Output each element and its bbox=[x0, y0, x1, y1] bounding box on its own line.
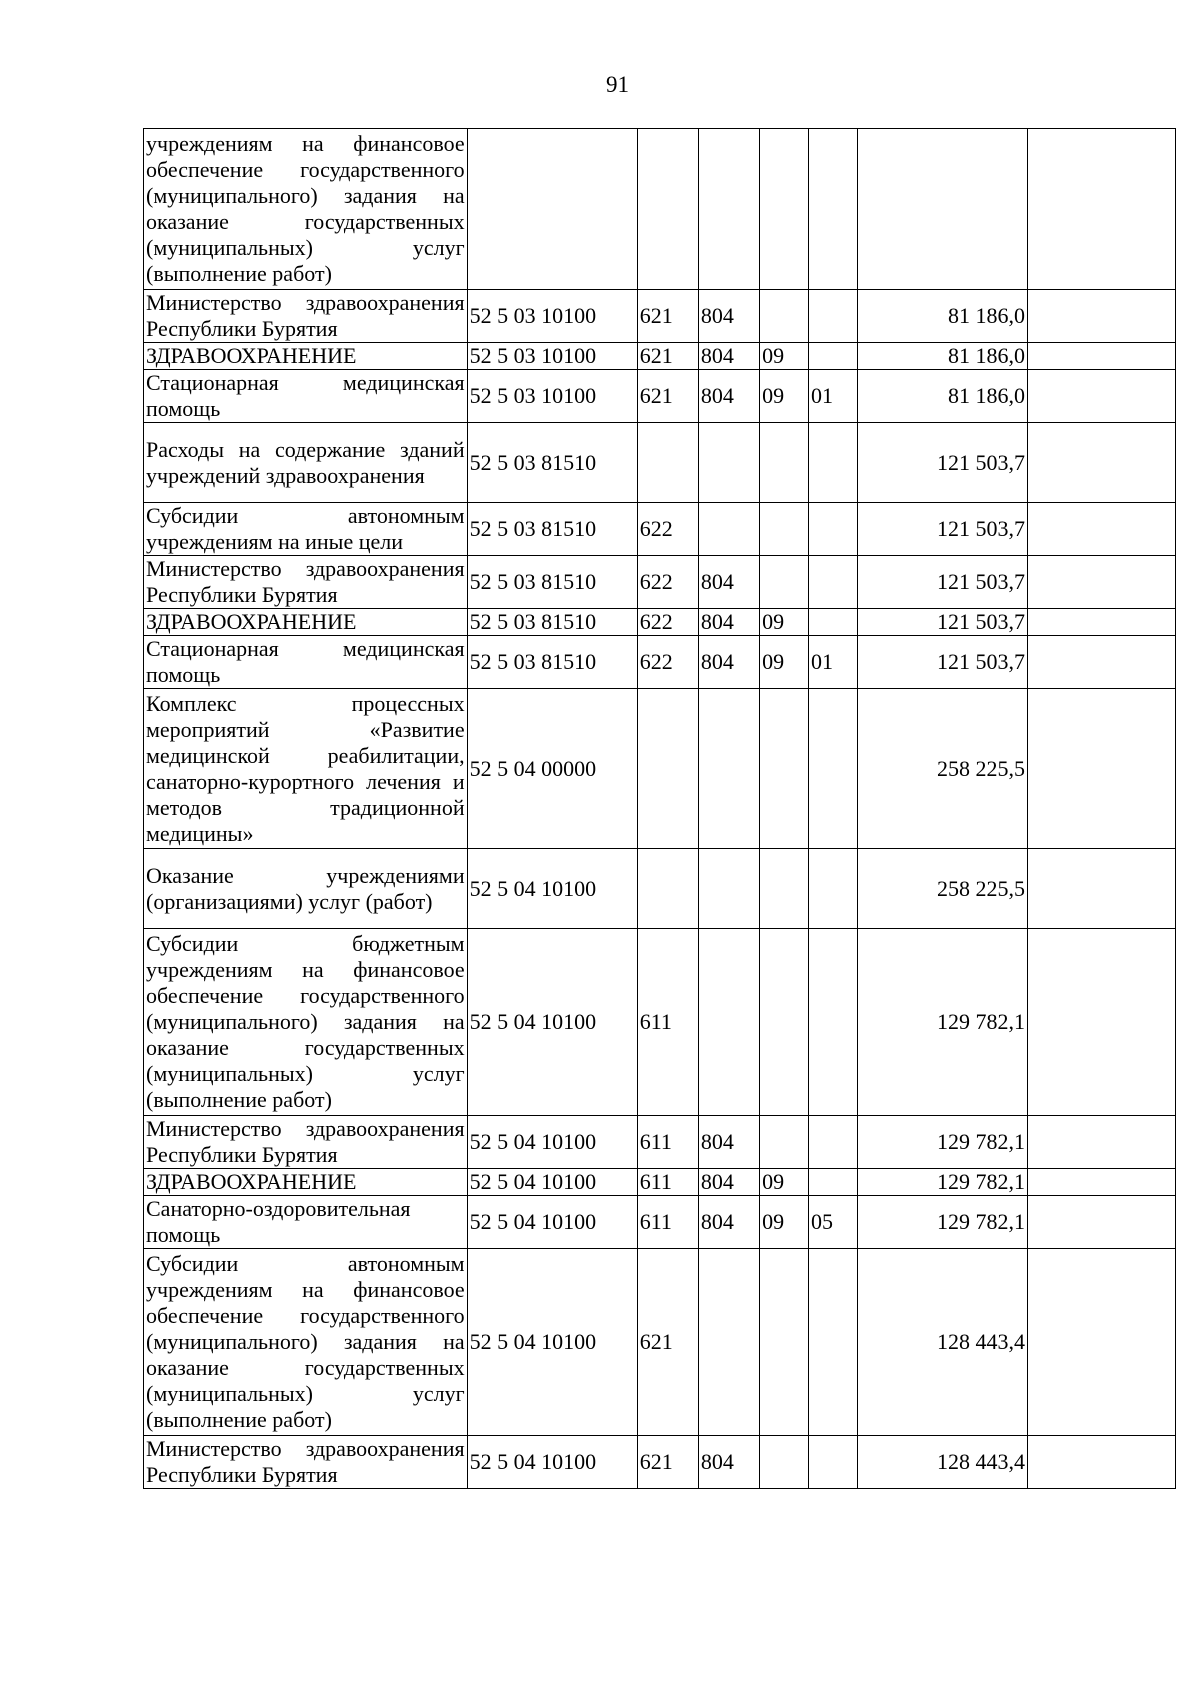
row-extra bbox=[1028, 423, 1176, 503]
row-code: 52 5 04 10100 bbox=[467, 1249, 637, 1436]
row-grbs bbox=[698, 929, 759, 1116]
row-pr: 05 bbox=[808, 1196, 857, 1249]
row-code: 52 5 04 10100 bbox=[467, 1169, 637, 1196]
row-name: Министерство здравоохранения Республики Бурятия bbox=[144, 290, 468, 343]
row-rz: 09 bbox=[760, 343, 809, 370]
row-pr bbox=[808, 609, 857, 636]
table-row bbox=[144, 609, 1176, 636]
row-code: 52 5 04 10100 bbox=[467, 1436, 637, 1489]
row-grbs bbox=[698, 1249, 759, 1436]
table-row bbox=[144, 1169, 1176, 1196]
row-code: 52 5 03 81510 bbox=[467, 636, 637, 689]
row-rz: 09 bbox=[760, 636, 809, 689]
row-vr bbox=[637, 689, 698, 849]
row-pr bbox=[808, 556, 857, 609]
row-vr: 611 bbox=[637, 1116, 698, 1169]
row-vr: 611 bbox=[637, 929, 698, 1116]
row-grbs bbox=[698, 423, 759, 503]
row-code: 52 5 04 10100 bbox=[467, 1116, 637, 1169]
row-grbs: 804 bbox=[698, 370, 759, 423]
row-code: 52 5 03 81510 bbox=[467, 609, 637, 636]
row-code: 52 5 04 10100 bbox=[467, 849, 637, 929]
row-vr: 622 bbox=[637, 609, 698, 636]
row-vr bbox=[637, 129, 698, 290]
row-pr bbox=[808, 929, 857, 1116]
row-pr: 01 bbox=[808, 370, 857, 423]
row-name: ЗДРАВООХРАНЕНИЕ bbox=[144, 609, 468, 636]
row-grbs bbox=[698, 849, 759, 929]
table-row bbox=[144, 1436, 1176, 1489]
row-amount: 128 443,4 bbox=[857, 1249, 1027, 1436]
row-amount: 81 186,0 bbox=[857, 370, 1027, 423]
row-name: Министерство здравоохранения Республики Бурятия bbox=[144, 1436, 468, 1489]
row-extra bbox=[1028, 343, 1176, 370]
row-rz bbox=[760, 129, 809, 290]
row-vr: 621 bbox=[637, 343, 698, 370]
row-vr: 622 bbox=[637, 556, 698, 609]
row-vr: 611 bbox=[637, 1196, 698, 1249]
row-name: Оказание учреждениями (организациями) услуг (работ) bbox=[144, 849, 468, 929]
row-name: учреждениям на финансовое обеспечение государственного (муниципального) задания на оказание государственных (муниципальных) услуг (выполнение работ) bbox=[144, 129, 468, 290]
row-extra bbox=[1028, 1116, 1176, 1169]
row-extra bbox=[1028, 849, 1176, 929]
budget-table bbox=[143, 128, 1176, 1489]
row-vr: 621 bbox=[637, 1249, 698, 1436]
row-vr bbox=[637, 423, 698, 503]
row-code: 52 5 04 10100 bbox=[467, 1196, 637, 1249]
row-vr: 621 bbox=[637, 370, 698, 423]
table-row bbox=[144, 636, 1176, 689]
row-rz bbox=[760, 1436, 809, 1489]
row-name: Министерство здравоохранения Республики Бурятия bbox=[144, 1116, 468, 1169]
row-pr bbox=[808, 503, 857, 556]
row-amount: 121 503,7 bbox=[857, 609, 1027, 636]
row-amount: 258 225,5 bbox=[857, 689, 1027, 849]
row-vr: 621 bbox=[637, 290, 698, 343]
table-row bbox=[144, 1249, 1176, 1436]
row-pr bbox=[808, 290, 857, 343]
row-grbs bbox=[698, 129, 759, 290]
row-vr: 621 bbox=[637, 1436, 698, 1489]
row-extra bbox=[1028, 1436, 1176, 1489]
row-grbs bbox=[698, 689, 759, 849]
budget-table-body bbox=[144, 129, 1176, 1489]
row-name: Расходы на содержание зданий учреждений здравоохранения bbox=[144, 423, 468, 503]
row-extra bbox=[1028, 129, 1176, 290]
page-number: 91 bbox=[606, 72, 629, 97]
row-amount: 129 782,1 bbox=[857, 1116, 1027, 1169]
table-row bbox=[144, 503, 1176, 556]
table-row bbox=[144, 556, 1176, 609]
row-name: Стационарная медицинская помощь bbox=[144, 370, 468, 423]
row-name: Министерство здравоохранения Республики Бурятия bbox=[144, 556, 468, 609]
row-pr bbox=[808, 849, 857, 929]
row-grbs bbox=[698, 503, 759, 556]
row-amount: 121 503,7 bbox=[857, 556, 1027, 609]
table-row bbox=[144, 423, 1176, 503]
row-extra bbox=[1028, 1169, 1176, 1196]
row-name: Субсидии автономным учреждениям на иные цели bbox=[144, 503, 468, 556]
row-vr: 622 bbox=[637, 503, 698, 556]
row-amount: 129 782,1 bbox=[857, 1196, 1027, 1249]
row-pr bbox=[808, 423, 857, 503]
row-pr bbox=[808, 1436, 857, 1489]
table-row bbox=[144, 849, 1176, 929]
table-row bbox=[144, 290, 1176, 343]
row-amount bbox=[857, 129, 1027, 290]
row-pr: 01 bbox=[808, 636, 857, 689]
row-code: 52 5 03 81510 bbox=[467, 423, 637, 503]
row-rz bbox=[760, 556, 809, 609]
row-grbs: 804 bbox=[698, 1436, 759, 1489]
row-code: 52 5 03 81510 bbox=[467, 503, 637, 556]
table-row bbox=[144, 689, 1176, 849]
row-extra bbox=[1028, 290, 1176, 343]
row-rz: 09 bbox=[760, 609, 809, 636]
row-code: 52 5 03 81510 bbox=[467, 556, 637, 609]
table-row bbox=[144, 1196, 1176, 1249]
row-amount: 129 782,1 bbox=[857, 929, 1027, 1116]
row-code: 52 5 03 10100 bbox=[467, 370, 637, 423]
row-pr bbox=[808, 129, 857, 290]
row-extra bbox=[1028, 1196, 1176, 1249]
row-extra bbox=[1028, 1249, 1176, 1436]
row-rz bbox=[760, 849, 809, 929]
row-grbs: 804 bbox=[698, 343, 759, 370]
row-grbs: 804 bbox=[698, 609, 759, 636]
row-pr bbox=[808, 343, 857, 370]
row-vr: 622 bbox=[637, 636, 698, 689]
row-rz: 09 bbox=[760, 1196, 809, 1249]
row-rz bbox=[760, 929, 809, 1116]
table-row bbox=[144, 343, 1176, 370]
row-amount: 121 503,7 bbox=[857, 423, 1027, 503]
row-amount: 121 503,7 bbox=[857, 503, 1027, 556]
row-code bbox=[467, 129, 637, 290]
row-amount: 128 443,4 bbox=[857, 1436, 1027, 1489]
row-amount: 129 782,1 bbox=[857, 1169, 1027, 1196]
row-pr bbox=[808, 1116, 857, 1169]
row-rz bbox=[760, 290, 809, 343]
row-name: Субсидии автономным учреждениям на финансовое обеспечение государственного (муниципального) задания на оказание государственных (муниципальных) услуг (выполнение работ) bbox=[144, 1249, 468, 1436]
row-grbs: 804 bbox=[698, 636, 759, 689]
row-grbs: 804 bbox=[698, 1169, 759, 1196]
row-name: Стационарная медицинская помощь bbox=[144, 636, 468, 689]
row-extra bbox=[1028, 689, 1176, 849]
row-grbs: 804 bbox=[698, 1196, 759, 1249]
row-code: 52 5 04 10100 bbox=[467, 929, 637, 1116]
row-amount: 81 186,0 bbox=[857, 343, 1027, 370]
row-rz bbox=[760, 1249, 809, 1436]
row-extra bbox=[1028, 556, 1176, 609]
row-extra bbox=[1028, 636, 1176, 689]
row-rz: 09 bbox=[760, 1169, 809, 1196]
row-vr bbox=[637, 849, 698, 929]
row-pr bbox=[808, 1249, 857, 1436]
table-row bbox=[144, 129, 1176, 290]
row-rz bbox=[760, 503, 809, 556]
row-amount: 258 225,5 bbox=[857, 849, 1027, 929]
row-vr: 611 bbox=[637, 1169, 698, 1196]
row-rz bbox=[760, 423, 809, 503]
row-extra bbox=[1028, 609, 1176, 636]
row-pr bbox=[808, 1169, 857, 1196]
row-code: 52 5 03 10100 bbox=[467, 290, 637, 343]
row-name: Санаторно-оздоровительная помощь bbox=[144, 1196, 468, 1249]
row-extra bbox=[1028, 503, 1176, 556]
table-row bbox=[144, 929, 1176, 1116]
row-amount: 121 503,7 bbox=[857, 636, 1027, 689]
row-rz: 09 bbox=[760, 370, 809, 423]
row-rz bbox=[760, 1116, 809, 1169]
row-name: ЗДРАВООХРАНЕНИЕ bbox=[144, 343, 468, 370]
table-row bbox=[144, 370, 1176, 423]
row-name: Субсидии бюджетным учреждениям на финансовое обеспечение государственного (муниципального) задания на оказание государственных (муниципальных) услуг (выполнение работ) bbox=[144, 929, 468, 1116]
row-rz bbox=[760, 689, 809, 849]
row-extra bbox=[1028, 370, 1176, 423]
row-pr bbox=[808, 689, 857, 849]
row-extra bbox=[1028, 929, 1176, 1116]
row-grbs: 804 bbox=[698, 1116, 759, 1169]
row-code: 52 5 03 10100 bbox=[467, 343, 637, 370]
row-name: Комплекс процессных мероприятий «Развитие медицинской реабилитации, санаторно-курортного лечения и методов традиционной медицины» bbox=[144, 689, 468, 849]
row-grbs: 804 bbox=[698, 290, 759, 343]
row-code: 52 5 04 00000 bbox=[467, 689, 637, 849]
table-row bbox=[144, 1116, 1176, 1169]
row-amount: 81 186,0 bbox=[857, 290, 1027, 343]
row-grbs: 804 bbox=[698, 556, 759, 609]
row-name: ЗДРАВООХРАНЕНИЕ bbox=[144, 1169, 468, 1196]
